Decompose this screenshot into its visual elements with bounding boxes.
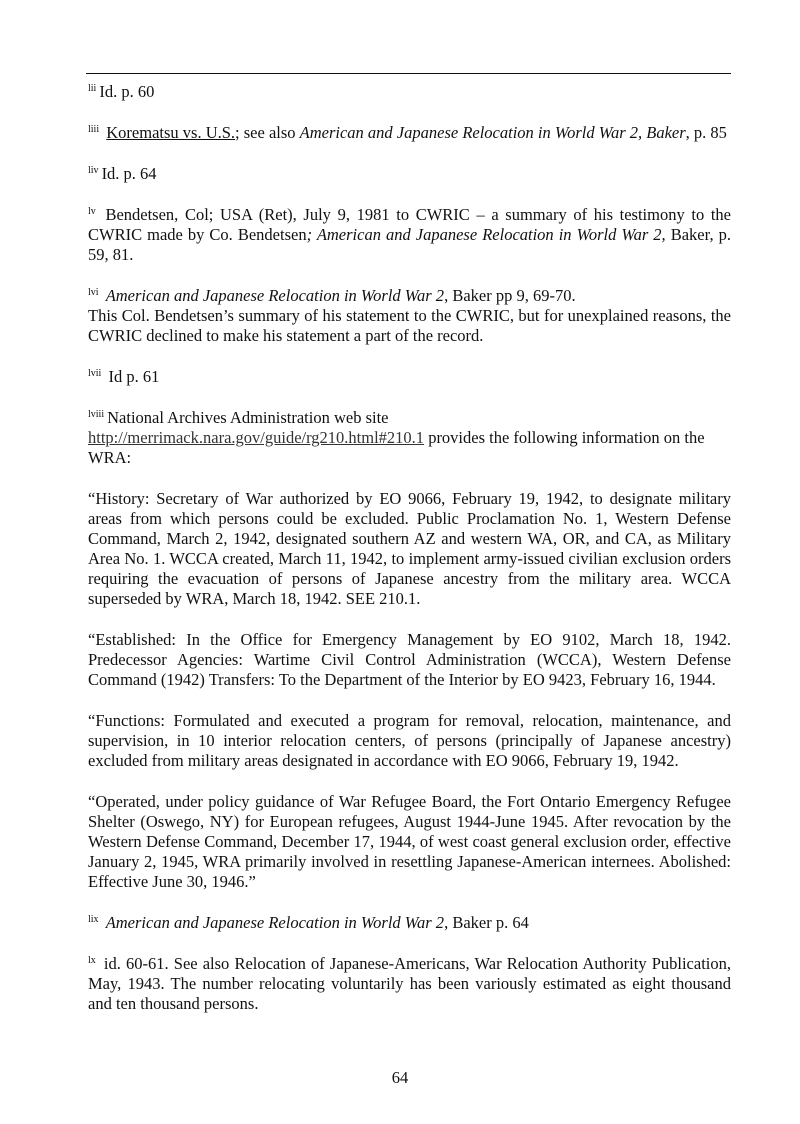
footnote-marker: lvii — [88, 368, 102, 379]
separator: ; — [306, 225, 317, 244]
footnote-lviii — [88, 408, 731, 468]
footnote-text: Id p. 61 — [108, 367, 160, 386]
footnote-liv — [88, 164, 731, 184]
quote-history: “History: Secretary of War authorized by EO 9066, February 19, 1942, to designate military areas from which persons could be excluded. Public Proclamation No. 1, Western Defense Command, March 2, 1942, designated southern AZ and western WA, OR, and CA, as Military Area No. 1. WCCA created, March 11, 1942, to implement army-issued civilian exclusion orders requiring the evacuation of persons of Japanese ancestry from the military area. WCCA superseded by WRA, March 18, 1942. SEE 210.1. — [88, 489, 731, 608]
book-title: American and Japanese Relocation in World War 2 — [105, 913, 445, 932]
archive-url-link[interactable]: http://merrimack.nara.gov/guide/rg210.html#210.1 — [88, 428, 425, 447]
footnote-text: National Archives Administration web site — [107, 408, 389, 427]
footnote-text: , Baker p. 64 — [444, 913, 529, 932]
footnote-text: , p. 85 — [685, 123, 727, 142]
footnote-lix — [88, 913, 731, 933]
page-number: 64 — [391, 1068, 409, 1087]
footnote-text: , Baker pp 9, 69-70. — [444, 286, 576, 305]
case-citation: Korematsu vs. U.S. — [106, 123, 236, 142]
footnote-lii — [88, 82, 731, 102]
book-title: American and Japanese Relocation in World War 2, — [316, 225, 666, 244]
footnote-text: ; see also — [235, 123, 300, 142]
footnote-marker: lix — [88, 914, 99, 925]
footnote-separator-rule — [86, 73, 731, 74]
footnote-marker: liv — [88, 165, 99, 176]
quote-operated: “Operated, under policy guidance of War Refugee Board, the Fort Ontario Emergency Refugee Shelter (Oswego, NY) for European refugees, August 1944-June 1945. After revocation by the Western Defense Command, December 17, 1944, of west coast general exclusion order, effective January 2, 1945, WRA primarily involved in resettling Japanese-American internees. Abolished: Effective June 30, 1946.” — [88, 792, 731, 891]
footnote-marker: lx — [88, 955, 96, 966]
book-title: American and Japanese Relocation in World War 2 — [105, 286, 445, 305]
footnote-liii — [88, 123, 731, 143]
footnote-marker: lii — [88, 83, 97, 94]
footnote-marker: lv — [88, 206, 96, 217]
footnote-lvi — [88, 286, 731, 346]
book-title: American and Japanese Relocation in World War 2, Baker — [299, 123, 686, 142]
footnote-lx — [88, 954, 731, 1014]
footnote-lv — [88, 205, 731, 265]
footnote-marker: liii — [88, 124, 100, 135]
footnote-commentary: This Col. Bendetsen’s summary of his statement to the CWRIC, but for unexplained reasons, the CWRIC declined to make his statement a part of the record. — [88, 306, 731, 345]
footnote-text: provides the following information on the WRA: — [88, 428, 705, 467]
footnote-text: Id. p. 64 — [101, 164, 157, 183]
footnote-text: id. 60-61. See also Relocation of Japanese-Americans, War Relocation Authority Publication, May, 1943. The number relocating voluntarily has been variously estimated as eight thousand and ten thousand persons. — [88, 954, 731, 1013]
quote-established: “Established: In the Office for Emergency Management by EO 9102, March 18, 1942. Predecessor Agencies: Wartime Civil Control Administration (WCCA), Western Defense Command (1942) Transfers: To the Department of the Interior by EO 9423, February 16, 1944. — [88, 630, 731, 689]
footnote-marker: lvi — [88, 287, 99, 298]
footnote-marker: lviii — [88, 409, 105, 420]
footnote-lvii — [88, 367, 731, 387]
footnotes-section — [88, 82, 731, 1035]
footnote-text: Baker, p. 59, 81. — [88, 225, 731, 264]
quote-functions: “Functions: Formulated and executed a program for removal, relocation, maintenance, and supervision, in 10 interior relocation centers, of persons (principally of Japanese ancestry) excluded from military areas designated in accordance with EO 9066, February 19, 1942. — [88, 711, 731, 770]
footnote-text: Bendetsen, Col; USA (Ret), July 9, 1981 to CWRIC – a summary of his testimony to the CWRIC made by Co. Bendetsen — [88, 205, 732, 244]
footnote-text: Id. p. 60 — [99, 82, 155, 101]
